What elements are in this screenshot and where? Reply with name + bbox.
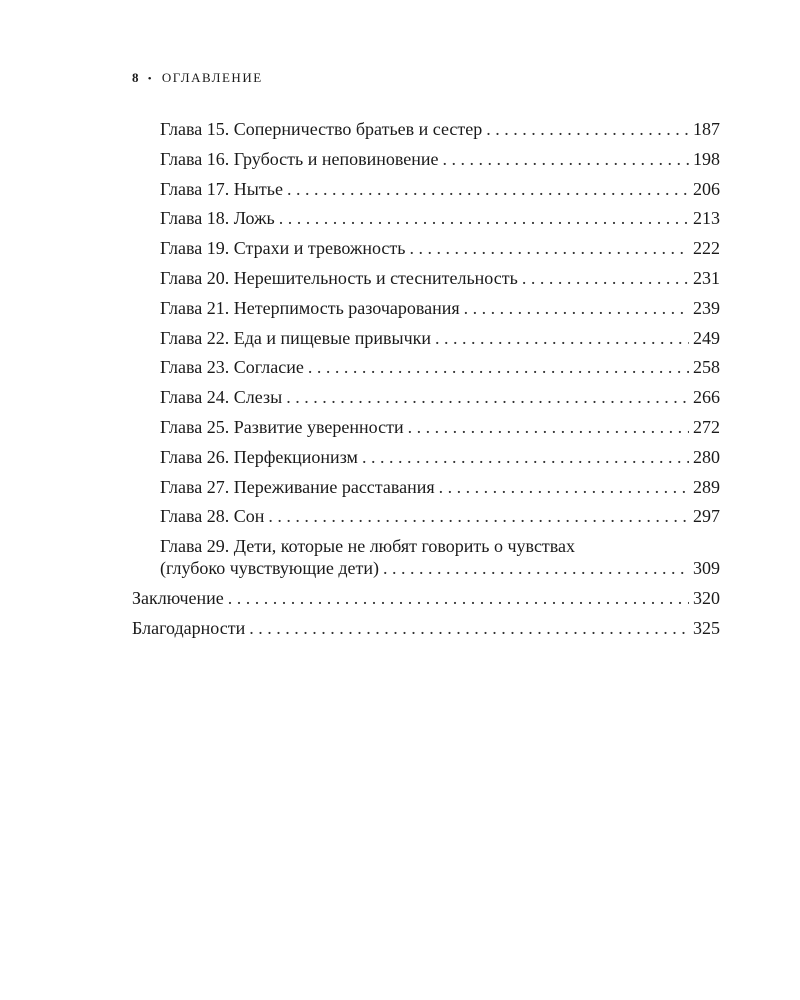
toc-entry[interactable] [132, 446, 720, 468]
toc-entry-title: Заключение [132, 587, 224, 608]
dot-leader [435, 327, 689, 349]
dot-leader [362, 446, 689, 468]
toc-entry-page: 309 [693, 558, 720, 579]
toc-entry[interactable] [132, 327, 720, 349]
toc-entry-page: 231 [693, 267, 720, 288]
dot-leader [268, 505, 689, 527]
toc-entry[interactable] [132, 476, 720, 498]
toc-entry-title: Глава 27. Переживание расставания [160, 476, 435, 497]
toc-entry-title: Глава 25. Развитие уверенности [160, 416, 404, 437]
dot-leader [486, 118, 689, 140]
toc-entry[interactable] [132, 237, 720, 259]
toc-entry[interactable] [132, 148, 720, 170]
toc-entry-page: 289 [693, 476, 720, 497]
dot-leader [408, 416, 689, 438]
toc-entry-page: 222 [693, 238, 720, 259]
dot-leader [522, 267, 689, 289]
table-of-contents [132, 118, 720, 647]
toc-entry[interactable] [132, 416, 720, 438]
toc-entry-title: Глава 22. Еда и пищевые привычки [160, 327, 432, 348]
page-number: 8 [132, 70, 140, 85]
toc-entry-title: Благодарности [132, 617, 246, 638]
toc-entry-title: Глава 23. Согласие [160, 357, 304, 378]
toc-entry[interactable] [132, 178, 720, 200]
dot-leader [464, 297, 689, 319]
toc-entry-page: 297 [693, 506, 720, 527]
toc-entry-page: 258 [693, 357, 720, 378]
toc-entry-title-line2: (глубоко чувствующие дети) [160, 558, 379, 579]
toc-entry-title: Глава 19. Страхи и тревожность [160, 238, 406, 259]
dot-leader [287, 178, 689, 200]
dot-leader [383, 557, 689, 579]
toc-entry-chapter-29[interactable] [132, 535, 720, 579]
toc-entry-page: 198 [693, 148, 720, 169]
toc-entry[interactable] [132, 297, 720, 319]
toc-entry-page: 239 [693, 297, 720, 318]
toc-entry-title: Глава 15. Соперничество братьев и сестер [160, 119, 483, 139]
dot-leader [439, 476, 689, 498]
toc-entry-title: Глава 20. Нерешительность и стеснительность [160, 267, 518, 288]
toc-entry[interactable] [132, 505, 720, 527]
toc-entry-title: Глава 24. Слезы [160, 387, 283, 408]
dot-leader [443, 148, 689, 170]
toc-entry-page: 280 [693, 446, 720, 467]
dot-leader [308, 356, 689, 378]
toc-entry-title-line1: Глава 29. Дети, которые не любят говорить о чувствах [160, 536, 576, 557]
bullet-separator: • [147, 73, 154, 85]
toc-entry-title: Глава 21. Нетерпимость разочарования [160, 297, 460, 318]
toc-entry-page: 272 [693, 416, 720, 437]
toc-entry-title: Глава 28. Сон [160, 506, 265, 527]
toc-entry-title: Глава 17. Нытье [160, 178, 283, 199]
toc-entry-title: Глава 16. Грубость и неповиновение [160, 148, 439, 169]
toc-entry-page: 206 [693, 178, 720, 199]
toc-entry[interactable] [132, 386, 720, 408]
toc-entry-page: 249 [693, 327, 720, 348]
section-title: ОГЛАВЛЕНИЕ [161, 70, 263, 85]
toc-entry-title: Глава 26. Перфекционизм [160, 446, 358, 467]
toc-entry-page: 325 [693, 617, 720, 638]
toc-entry-acknowledgements[interactable] [132, 617, 720, 639]
toc-entry[interactable] [132, 356, 720, 378]
running-head [132, 70, 263, 86]
toc-entry-line2 [160, 557, 720, 579]
dot-leader [279, 207, 689, 229]
toc-entry-title: Глава 18. Ложь [160, 208, 275, 229]
dot-leader [409, 237, 689, 259]
toc-entry-page: 266 [693, 387, 720, 408]
toc-entry-page: 320 [693, 587, 720, 608]
toc-entry-conclusion[interactable] [132, 587, 720, 609]
dot-leader [286, 386, 689, 408]
toc-entry-page: 213 [693, 208, 720, 229]
toc-entry[interactable] [132, 118, 720, 140]
dot-leader [249, 617, 689, 639]
dot-leader [228, 587, 689, 609]
toc-entry-page: 187 [693, 119, 720, 139]
toc-entry[interactable] [132, 267, 720, 289]
toc-entry[interactable] [132, 207, 720, 229]
